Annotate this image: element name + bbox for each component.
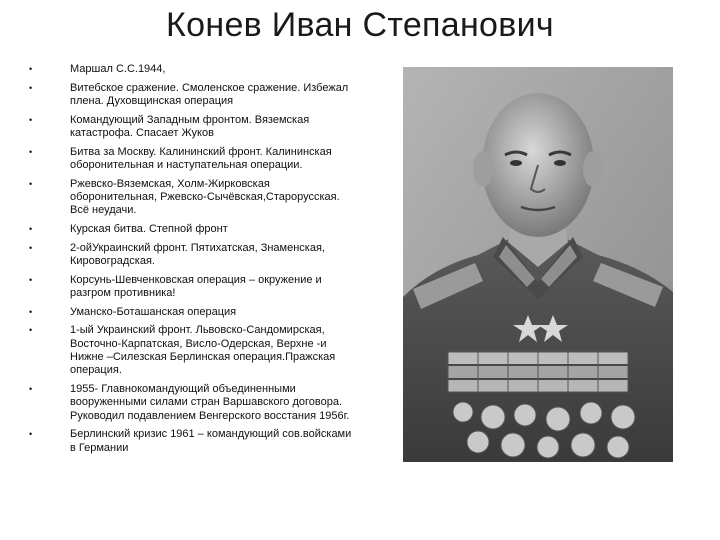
list-item-text: Битва за Москву. Калининский фронт. Калининская оборонительная и наступательная операции. [70,145,332,171]
list-item-text: Уманско-Боташанская операция [70,305,237,318]
list-item [26,146,356,173]
list-item [26,306,356,319]
list-item [26,324,356,378]
list-item-text: Командующий Западным фронтом. Вяземская катастрофа. Спасает Жуков [70,113,310,139]
list-item-text: Берлинский кризис 1961 – командующий сов.войсками в Германии [70,428,352,454]
page-title: Конев Иван Степанович [166,6,554,44]
bullet-icon: • [29,178,33,189]
list-item [26,383,356,423]
bullet-icon: • [29,384,33,394]
bullet-icon: • [29,274,33,285]
list-item-text: Маршал С.С.1944, [70,63,166,75]
bullet-icon: • [29,224,33,234]
list-item [26,223,356,236]
list-item-text: Курская битва. Степной фронт [70,223,228,235]
list-item-text: 1-ый Украинский фронт. Львовско-Сандомирская, Восточно-Карпатская, Висло-Одерская, Верхне -и Нижне –Силезская Берлинская операция.Пражская операция. [70,324,336,377]
list-item-text: Витебское сражение. Смоленское сражение. Избежал плена. Духовщинская операция [70,81,349,107]
list-item [26,178,356,218]
bullet-icon: • [29,114,33,125]
list-item-text: Корсунь-Шевченковская операция – окружение и разгром противника! [70,273,322,299]
bullet-icon: • [29,64,33,74]
bullet-icon: • [29,306,33,317]
bullet-list [26,63,356,460]
list-item-text: 2-ойУкраинский фронт. Пятихатская, Знаменская, Кировоградская. [70,241,325,267]
list-item-text: Ржевско-Вяземская, Холм-Жирковская оборонительная, Ржевско-Сычёвская,Старорусская. Всё неудачи. [70,177,340,217]
list-item [26,274,356,301]
list-item [26,428,356,455]
bullet-icon: • [29,242,33,253]
list-item-text: 1955- Главнокомандующий объединенными вооруженными силами стран Варшавского договора. Руководил подавлением Венгерского восстания 1956г. [70,383,350,422]
list-item [26,63,356,76]
list-item [26,114,356,141]
portrait-photo [403,67,673,462]
bullet-icon: • [29,82,33,93]
list-item [26,82,356,109]
list-item [26,242,356,269]
bullet-icon: • [29,429,33,440]
bullet-icon: • [29,146,33,157]
bullet-icon: • [29,325,33,336]
